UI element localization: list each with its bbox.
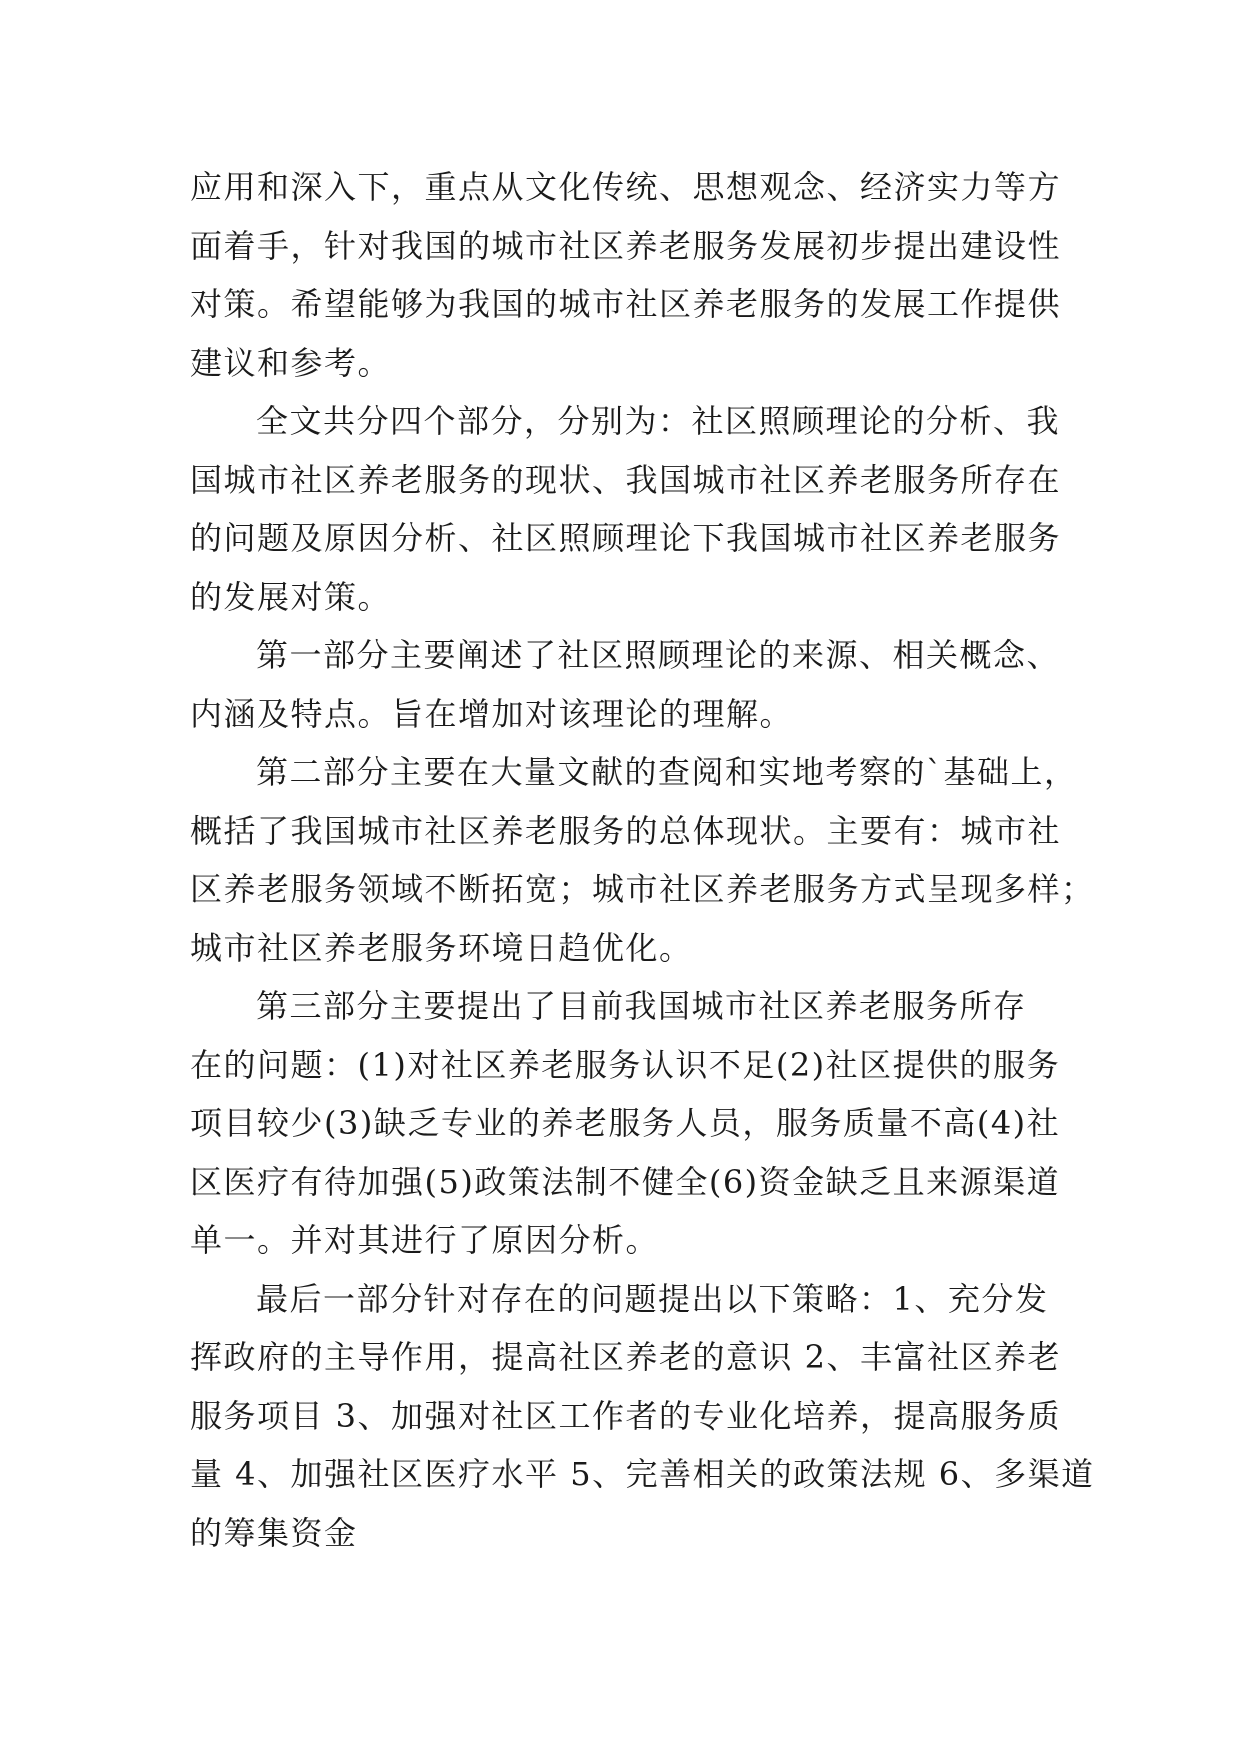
paragraph-first-line: 第三部分主要提出了目前我国城市社区养老服务所存 (256, 987, 1027, 1025)
text-line: 对策。希望能够为我国的城市社区养老服务的发展工作提供 (190, 285, 1062, 323)
paragraph-first-line: 第一部分主要阐述了社区照顾理论的来源、相关概念、 (256, 636, 1061, 674)
text-line: 应用和深入下，重点从文化传统、思想观念、经济实力等方 (190, 168, 1062, 206)
text-line: 的筹集资金 (190, 1513, 358, 1552)
text-line: 建议和参考。 (190, 343, 392, 382)
text-line: 的发展对策。 (190, 577, 392, 616)
text-line: 区养老服务领域不断拓宽；城市社区养老服务方式呈现多样； (190, 870, 1095, 908)
text-line: 概括了我国城市社区养老服务的总体现状。主要有：城市社 (190, 811, 1062, 850)
text-line: 服务项目 3、加强对社区工作者的专业化培养，提高服务质 (190, 1396, 1062, 1435)
text-line: 面着手，针对我国的城市社区养老服务发展初步提出建设性 (190, 226, 1062, 265)
text-line: 项目较少(3)缺乏专业的养老服务人员，服务质量不高(4)社 (190, 1104, 1061, 1142)
text-line: 量 4、加强社区医疗水平 5、完善相关的政策法规 6、多渠道 (190, 1455, 1095, 1493)
text-line: 单一。并对其进行了原因分析。 (190, 1221, 660, 1259)
paragraph-first-line: 全文共分四个部分，分别为：社区照顾理论的分析、我 (256, 402, 1061, 440)
text-line: 内涵及特点。旨在增加对该理论的理解。 (190, 694, 794, 733)
paragraph-first-line: 最后一部分针对存在的问题提出以下策略：1、充分发 (256, 1279, 1049, 1318)
paragraph-first-line: 第二部分主要在大量文献的查阅和实地考察的`基础上， (256, 753, 1078, 791)
text-line: 挥政府的主导作用，提高社区养老的意识 2、丰富社区养老 (190, 1338, 1062, 1376)
document-body (190, 158, 1095, 1562)
text-line: 的问题及原因分析、社区照顾理论下我国城市社区养老服务 (190, 519, 1062, 557)
text-line: 在的问题：(1)对社区养老服务认识不足(2)社区提供的服务 (190, 1045, 1061, 1084)
text-line: 城市社区养老服务环境日趋优化。 (190, 928, 693, 967)
text-line: 区医疗有待加强(5)政策法制不健全(6)资金缺乏且来源渠道 (190, 1162, 1061, 1201)
text-line: 国城市社区养老服务的现状、我国城市社区养老服务所存在 (190, 460, 1062, 499)
